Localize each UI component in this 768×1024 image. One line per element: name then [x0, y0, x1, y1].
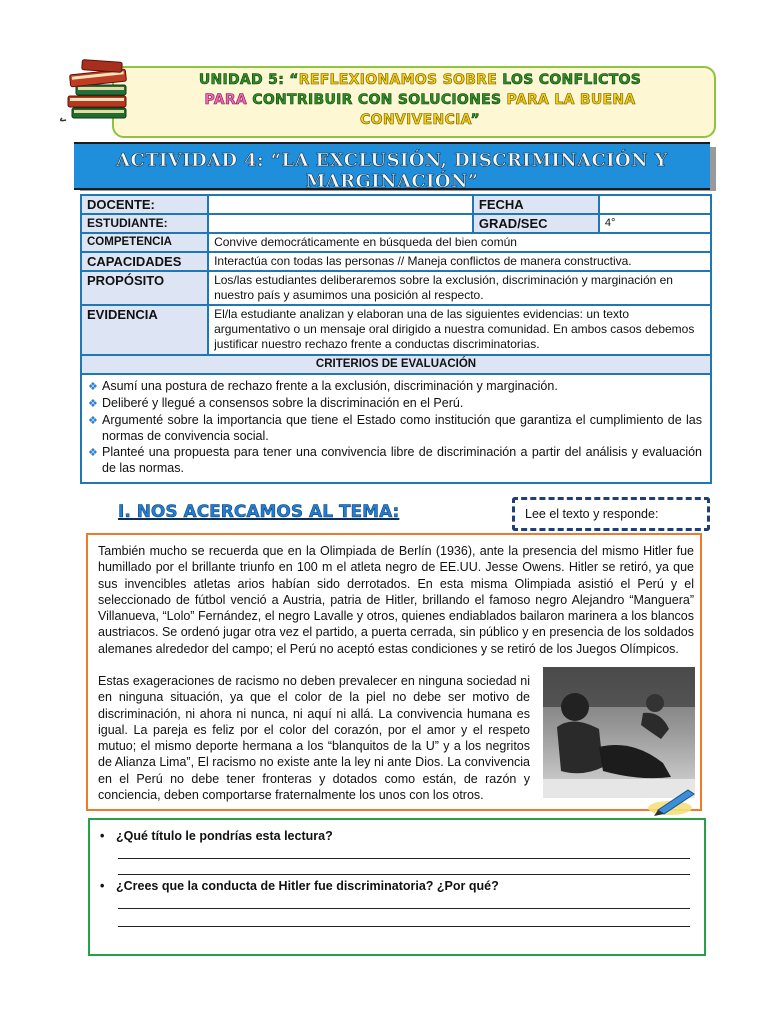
answer-line[interactable]: [118, 908, 690, 909]
instruction-box: Lee el texto y responde:: [512, 497, 710, 531]
section-title: I. NOS ACERCAMOS AL TEMA:: [118, 502, 400, 522]
unit-part5: PARA LA BUENA: [501, 92, 636, 108]
estudiante-field[interactable]: [208, 214, 473, 233]
unit-prefix: UNIDAD 5: “: [198, 72, 299, 88]
question-1: [100, 829, 333, 843]
pen-icon: [648, 786, 700, 816]
unit-part4: CONTRIBUIR CON SOLUCIONES: [252, 92, 502, 108]
diamond-bullet-icon: ❖: [88, 447, 98, 459]
unit-part2: LOS CONFLICTOS: [497, 72, 642, 88]
evidencia-value: El/la estudiante analizan y elaboran una de las siguientes evidencias: un texto argumentativo o un mensaje oral dirigido a nuestra comunidad. En ambos casos debemos justificar nuestro rechazo frente a conductas discriminatorias.: [208, 305, 711, 355]
diamond-bullet-icon: ❖: [88, 398, 98, 410]
capacidades-value: Interactúa con todas las personas // Maneja conflictos de manera constructiva.: [208, 252, 711, 271]
unit-title: [140, 70, 700, 130]
question-2: [100, 879, 499, 893]
diamond-bullet-icon: ❖: [88, 381, 98, 393]
question-text: ¿Crees que la conducta de Hitler fue discriminatoria? ¿Por qué?: [116, 879, 499, 893]
fecha-field[interactable]: [599, 195, 711, 214]
estudiante-label: ESTUDIANTE:: [81, 214, 208, 233]
diamond-bullet-icon: ❖: [88, 415, 98, 427]
answer-line[interactable]: [118, 858, 690, 859]
bullet-icon: •: [100, 829, 105, 843]
competencia-value: Convive democráticamente en búsqueda del bien común: [208, 233, 711, 252]
books-icon: [60, 56, 140, 126]
unit-part6: CONVIVENCIA: [360, 112, 471, 128]
criterio-text: Deliberé y llegué a consensos sobre la discriminación en el Perú.: [102, 396, 464, 410]
evidencia-label: EVIDENCIA: [81, 305, 208, 355]
bullet-icon: •: [100, 879, 105, 893]
proposito-value: Los/las estudiantes deliberaremos sobre la exclusión, discriminación y marginación en nuestro país y asumimos una posición al respecto.: [208, 271, 711, 305]
unit-part1: REFLEXIONAMOS SOBRE: [298, 72, 498, 88]
criterio-item: [88, 378, 702, 395]
criterios-list: [81, 374, 711, 483]
fecha-label: FECHA: [473, 195, 599, 214]
reading-paragraph-1: También mucho se recuerda que en la Olimpiada de Berlín (1936), ante la presencia del mismo Hitler fue humillado por el brillante triunfo en 100 m el atleta negro de EE.UU. Jesse Owens. Hitler se retiró, ya que sus invencibles atletas arios habían sido derrotados. En esta misma Olimpiada asistió el Perú y el seleccionado de fútbol venció a Austria, patria de Hitler, brillando el famoso negro Alejandro “Manguera” Villanueva, “Lolo” Fernández, el negro Lavalle y otros, quienes endiablados bailaron marinera a los blancos austriacos. Se ordenó jugar otra vez el partido, a puerta cerrada, sin público y en presencia de los soldados alemanes alrededor del campo; el Perú no aceptó estas condiciones y se retiró de los Juegos Olímpicos.: [98, 544, 694, 656]
criterio-item: [88, 412, 702, 444]
unit-part3: PARA: [204, 92, 253, 108]
answer-line[interactable]: [118, 874, 690, 875]
unit-close: ”: [470, 112, 480, 128]
criterio-text: Planteé una propuesta para tener una convivencia libre de discriminación a partir del análisis y evaluación de las normas.: [102, 445, 702, 475]
activity-title: ACTIVIDAD 4: “LA EXCLUSIÓN, DISCRIMINACIÓN Y MARGINACIÓN”: [116, 150, 668, 192]
grad-label: GRAD/SEC: [473, 214, 599, 233]
criterio-text: Asumí una postura de rechazo frente a la exclusión, discriminación y marginación.: [102, 379, 558, 393]
criterio-text: Argumenté sobre la importancia que tiene el Estado como institución que garantiza el cumplimiento de las normas de convivencia social.: [102, 413, 702, 443]
criterio-item: [88, 444, 702, 476]
grad-field[interactable]: 4°: [599, 214, 711, 233]
question-text: ¿Qué título le pondrías esta lectura?: [116, 829, 333, 843]
info-table: [80, 194, 712, 484]
competencia-label: COMPETENCIA: [81, 233, 208, 252]
capacidades-label: CAPACIDADES: [81, 252, 208, 271]
photo-athletes: [543, 667, 695, 798]
criterio-item: [88, 395, 702, 412]
docente-field[interactable]: [208, 195, 473, 214]
criterios-heading: CRITERIOS DE EVALUACIÓN: [81, 355, 711, 374]
docente-label: DOCENTE:: [81, 195, 208, 214]
answer-line[interactable]: [118, 926, 690, 927]
reading-paragraph-2: Estas exageraciones de racismo no deben prevalecer en ninguna sociedad ni en ninguna situación, ya que el color de la piel no debe ser motivo de discriminación, ni ahora ni nunca, ni aquí ni allá. La convivencia humana es igual. La pareja es feliz por el color del corazón, por el amor y el respeto mutuo; el mismo deporte hermana a los “blanquitos de la U” y a los negritos de Alianza Lima”, El racismo no existe ante la ley ni ante Dios. La convivencia en el Perú no debe tener fronteras y dotados como están, de razón y conciencia, deben comportarse fraternalmente los unos con los otros.: [98, 674, 530, 803]
proposito-label: PROPÓSITO: [81, 271, 208, 305]
